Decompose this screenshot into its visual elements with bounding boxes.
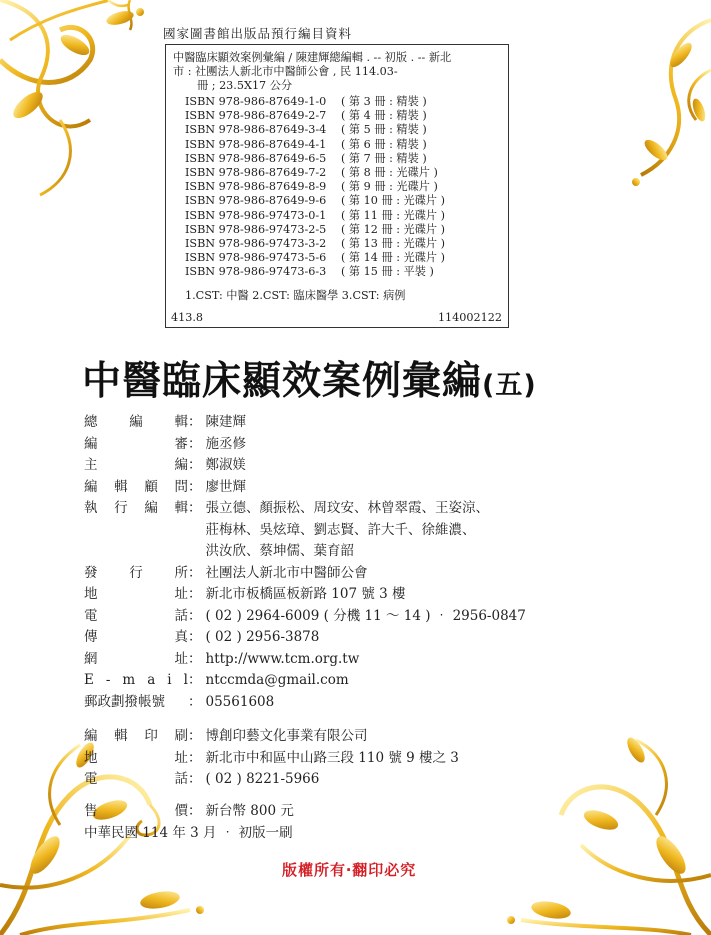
isbn-number: ISBN 978-986-97473-3-2 <box>185 236 327 250</box>
info-label <box>84 584 188 606</box>
isbn-volume-note: ( 第 5 冊 : 精裝 ) <box>341 123 427 137</box>
cip-subjects: 1.CST: 中醫 2.CST: 臨床醫學 3.CST: 病例 <box>185 289 406 302</box>
isbn-volume-note: ( 第 4 冊 : 精裝 ) <box>341 109 427 123</box>
info-value: 陳建輝 <box>205 414 246 430</box>
label-colon: ： <box>188 693 202 710</box>
label-colon: ： <box>188 803 202 819</box>
label-colon: ： <box>188 478 202 495</box>
info-value: 新北市中和區中山路三段 110 號 9 樓之 3 <box>205 749 459 766</box>
label-colon: ： <box>188 500 202 516</box>
label-colon: ： <box>188 650 202 667</box>
info-value: 新台幣 800 元 <box>205 803 294 819</box>
info-value <box>202 498 490 563</box>
isbn-volume-note: ( 第 14 冊 : 光碟片 ) <box>341 251 446 265</box>
volume-number: (五) <box>482 370 537 401</box>
isbn-number: ISBN 978-986-87649-6-5 <box>185 151 327 165</box>
label-char: 話 <box>174 771 188 787</box>
edition-info <box>84 823 293 845</box>
label-char: 刷 <box>174 728 188 744</box>
label-char: 問 <box>174 478 188 495</box>
isbn-number: ISBN 978-986-97473-5-6 <box>185 251 327 265</box>
cip-record <box>165 44 509 328</box>
label-colon: ： <box>188 435 202 452</box>
info-value-line: 洪汝欣、蔡坤儒、葉育韶 <box>205 543 354 559</box>
label-colon: ： <box>188 629 202 645</box>
label-char: 網 <box>84 650 98 667</box>
label-char: E <box>84 672 94 688</box>
info-value: 鄭淑媄 <box>205 457 246 473</box>
isbn-number: ISBN 978-986-87649-1-0 <box>185 95 327 108</box>
info-row <box>84 412 526 434</box>
pricing-section <box>84 801 294 823</box>
isbn-number: ISBN 978-986-87649-7-2 <box>185 165 327 179</box>
cip-header: 國家圖書館出版品預行編目資料 <box>163 26 353 41</box>
book-title <box>82 350 537 406</box>
isbn-row <box>185 194 445 208</box>
info-label <box>84 498 188 563</box>
info-value-line: 莊梅林、吳炫璋、劉志賢、許大千、徐維濃、 <box>205 521 476 538</box>
isbn-volume-note: ( 第 11 冊 : 光碟片 ) <box>341 208 446 222</box>
label-char: 總 <box>84 414 98 430</box>
isbn-row <box>185 223 445 237</box>
info-value-line: 張立德、顏振松、周玟安、林曾翠霞、王姿涼、 <box>205 500 489 516</box>
info-row <box>84 584 526 606</box>
label-char: 編 <box>84 435 98 452</box>
credits-section <box>84 412 526 713</box>
isbn-row <box>185 209 445 223</box>
info-row <box>84 670 526 692</box>
cip-control-number: 114002122 <box>437 311 502 324</box>
gold-ornament-icon <box>621 0 711 200</box>
label-char: 輯 <box>174 500 188 516</box>
info-label <box>84 748 188 770</box>
label-colon: ： <box>188 564 202 581</box>
isbn-row <box>185 251 445 265</box>
isbn-number: ISBN 978-986-97473-6-3 <box>185 265 327 279</box>
copyright-notice: 版權所有‧翻印必究 <box>282 861 417 879</box>
info-label <box>84 434 188 456</box>
isbn-row <box>185 237 445 251</box>
label-colon: ： <box>188 586 202 602</box>
label-char: 印 <box>144 728 158 744</box>
label-char: 電 <box>84 607 98 624</box>
info-row <box>84 434 526 456</box>
isbn-row <box>185 265 445 279</box>
label-colon: ： <box>188 414 202 430</box>
label-char: 售 <box>84 803 98 819</box>
isbn-volume-note: ( 第 13 冊 : 光碟片 ) <box>341 236 446 250</box>
isbn-volume-note: ( 第 6 冊 : 精裝 ) <box>341 137 427 151</box>
isbn-volume-note: ( 第 8 冊 : 光碟片 ) <box>341 165 438 179</box>
info-value: 新北市板橋區板新路 107 號 3 樓 <box>205 586 406 602</box>
info-value: http://www.tcm.org.tw <box>205 650 360 667</box>
label-char: 地 <box>84 586 98 602</box>
info-label <box>84 563 188 585</box>
label-char: m <box>122 672 136 688</box>
cip-desc-line: 中醫臨床顯效案例彙編 / 陳建輝總編輯 . -- 初版 . -- 新北 <box>173 51 452 64</box>
info-value: ( 02 ) 8221-5966 <box>205 771 320 787</box>
isbn-volume-note: ( 第 15 冊 : 平裝 ) <box>341 265 434 279</box>
isbn-volume-note: ( 第 12 冊 : 光碟片 ) <box>341 222 446 236</box>
label-char: 主 <box>84 457 98 473</box>
label-colon: ： <box>188 672 202 688</box>
isbn-number: ISBN 978-986-87649-8-9 <box>185 180 327 194</box>
label-char: 編 <box>84 728 98 744</box>
printer-section <box>84 726 459 791</box>
label-char: 輯 <box>114 728 128 744</box>
label-char: 話 <box>174 607 188 624</box>
label-char: 輯 <box>174 414 188 430</box>
info-row <box>84 627 526 649</box>
label-char: 地 <box>84 749 98 766</box>
label-char: 編 <box>129 414 143 430</box>
isbn-volume-note: ( 第 9 冊 : 光碟片 ) <box>341 180 438 194</box>
isbn-number: ISBN 978-986-87649-3-4 <box>185 123 327 137</box>
label-char: 真 <box>174 629 188 645</box>
book-title-text: 中醫臨床顯效案例彙編 <box>82 359 483 404</box>
info-value: 施丞修 <box>205 435 246 452</box>
info-row <box>84 748 459 770</box>
label-colon: ： <box>188 771 202 787</box>
info-label <box>84 692 188 714</box>
info-label <box>84 670 188 692</box>
label-colon: ： <box>188 607 202 624</box>
label-char: l <box>183 672 188 688</box>
label-char: 編 <box>84 478 98 495</box>
info-row <box>84 769 459 791</box>
label-colon: ： <box>188 749 202 766</box>
info-value: 廖世輝 <box>205 478 246 495</box>
info-row <box>84 498 526 563</box>
info-row <box>84 726 459 748</box>
label-char: 所 <box>174 564 188 581</box>
isbn-row <box>185 166 445 180</box>
label-char: 價 <box>174 803 188 819</box>
info-value: ( 02 ) 2964-6009 ( 分機 11 ～ 14 ) ‧ 2956-0847 <box>205 607 526 624</box>
isbn-row <box>185 109 445 123</box>
label-char: 輯 <box>114 478 128 495</box>
info-label <box>84 801 188 823</box>
info-row <box>84 801 294 823</box>
label-colon: ： <box>188 728 202 744</box>
info-value: ntccmda@gmail.com <box>205 672 349 688</box>
label-char: 發 <box>84 564 98 581</box>
label-char: 址 <box>174 650 188 667</box>
gold-ornament-icon <box>471 695 711 935</box>
cip-desc-line: 冊 ; 23.5X17 公分 <box>197 79 293 93</box>
info-value: ( 02 ) 2956-3878 <box>205 629 320 645</box>
label-char: 行 <box>129 564 143 581</box>
info-label <box>84 412 188 434</box>
label-char: 址 <box>174 749 188 766</box>
info-value: 05561608 <box>205 693 275 710</box>
isbn-row <box>185 123 445 137</box>
info-row <box>84 477 526 499</box>
info-label <box>84 649 188 671</box>
cip-desc-line: 市 : 社團法人新北市中醫師公會 , 民 114.03- <box>173 65 398 79</box>
info-label <box>84 769 188 791</box>
info-value: 博創印藝文化事業有限公司 <box>205 728 368 744</box>
cip-classification: 413.8 <box>171 311 204 324</box>
edition-text: 中華民國 114 年 3 月 ‧ 初版一刷 <box>84 825 293 841</box>
label-char: 執 <box>84 500 98 516</box>
isbn-row <box>185 95 445 109</box>
label-char: i <box>167 672 172 688</box>
info-row <box>84 692 526 714</box>
label-char: 郵政劃撥帳號 <box>84 693 165 710</box>
label-colon: ： <box>188 457 202 473</box>
isbn-list <box>185 95 445 279</box>
isbn-number: ISBN 978-986-97473-2-5 <box>185 222 327 236</box>
isbn-volume-note: ( 第 7 冊 : 精裝 ) <box>341 151 427 165</box>
info-label <box>84 726 188 748</box>
info-row <box>84 455 526 477</box>
info-label <box>84 606 188 628</box>
label-char: 審 <box>174 435 188 452</box>
cip-description <box>173 51 505 93</box>
isbn-volume-note: ( 第 10 冊 : 光碟片 ) <box>341 194 446 208</box>
isbn-row <box>185 180 445 194</box>
label-char: 編 <box>174 457 188 473</box>
isbn-volume-note: ( 第 3 冊 : 精裝 ) <box>341 95 427 108</box>
label-char: 行 <box>114 500 128 516</box>
label-char: - <box>105 672 111 688</box>
isbn-number: ISBN 978-986-87649-2-7 <box>185 109 327 123</box>
label-char: a <box>147 672 156 688</box>
info-value: 社團法人新北市中醫師公會 <box>205 564 368 581</box>
isbn-row <box>185 138 445 152</box>
label-char: 址 <box>174 586 188 602</box>
isbn-number: ISBN 978-986-87649-9-6 <box>185 194 327 208</box>
isbn-row <box>185 152 445 166</box>
label-char: 編 <box>144 500 158 516</box>
info-label <box>84 477 188 499</box>
info-row <box>84 606 526 628</box>
info-label <box>84 627 188 649</box>
info-label <box>84 455 188 477</box>
info-row <box>84 649 526 671</box>
isbn-number: ISBN 978-986-97473-0-1 <box>185 208 327 222</box>
info-row <box>84 563 526 585</box>
isbn-number: ISBN 978-986-87649-4-1 <box>185 137 327 151</box>
label-char: 顧 <box>144 478 158 495</box>
label-char: 傳 <box>84 629 98 645</box>
label-char: 電 <box>84 771 98 787</box>
